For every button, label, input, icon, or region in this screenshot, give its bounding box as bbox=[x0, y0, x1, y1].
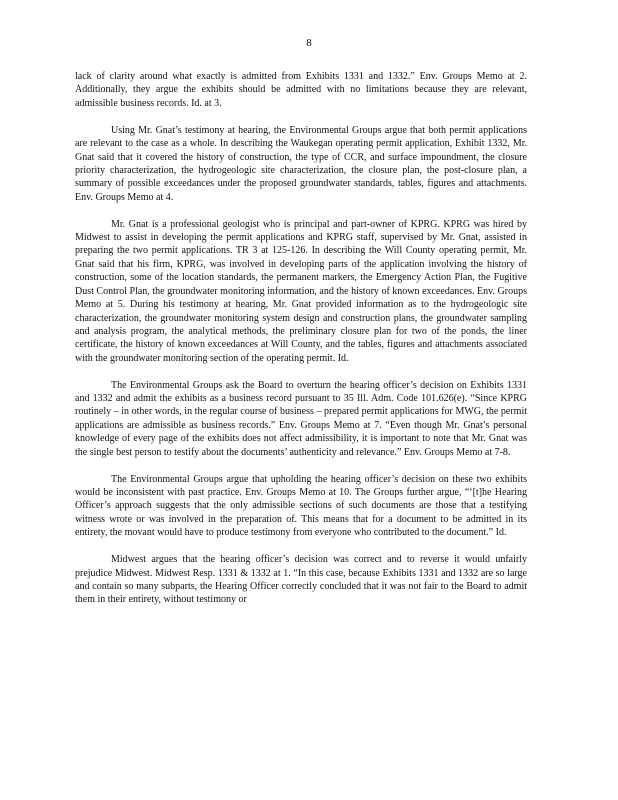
paragraph: lack of clarity around what exactly is admitted from Exhibits 1331 and 1332.” Env. Groups Memo at 2. Additionally, they argue the exhibits should be admitted with no limitations because they are relevant, admissible business records. Id. at 3. bbox=[75, 71, 527, 109]
paragraph: Mr. Gnat is a professional geologist who is principal and part-owner of KPRG. KPRG was hired by Midwest to assist in developing the permit applications and KPRG staff, supervised by Mr. Gnat, assisted in preparing the two permit applications. TR 3 at 125-126. In describing the Will County operating permit, Mr. Gnat said that his firm, KPRG, was involved in developing parts of the application involving the history of construction, some of the location standards, the permanent markers, the Emergency Action Plan, the Fugitive Dust Control Plan, the groundwater monitoring information, and the history of known exceedances. Env. Groups Memo at 5. During his testimony at hearing, Mr. Gnat provided information as to the hydrogeologic site characterization, the groundwater monitoring system design and construction plans, the groundwater sampling and analysis program, the analytical methods, the preliminary closure plan for two of the ponds, the liner certificate, the history of known exceedances at Will County, and the tables, figures and attachments associated with the groundwater monitoring section of the operating permit. Id. bbox=[75, 218, 527, 364]
paragraph: The Environmental Groups argue that upholding the hearing officer’s decision on these two exhibits would be inconsistent with past practice. Env. Groups Memo at 10. The Groups further argue, “‘[t]he Hearing Officer’s approach suggests that the only admissible sections of such documents are those that a testifying witness wrote or was involved in the preparation of. This means that for a document to be admitted in its entirety, the movant would have to produce testimony from everyone who contributed to the document.” Id. bbox=[75, 473, 527, 539]
paragraph: Using Mr. Gnat’s testimony at hearing, the Environmental Groups argue that both permit applications are relevant to the case as a whole. In describing the Waukegan operating permit application, Exhibit 1332, Mr. Gnat said that it covered the history of construction, the type of CCR, and surface impoundment, the closure priority characterization, the hydrogeologic site characterization, the closure plan, the post-closure plan, a summary of possible exceedances under the proposed groundwater standards, tables, figures and attachments. Env. Groups Memo at 4. bbox=[75, 124, 527, 203]
document-body bbox=[75, 70, 527, 620]
page-number: 8 bbox=[306, 37, 312, 49]
paragraph: The Environmental Groups ask the Board to overturn the hearing officer’s decision on Exhibits 1331 and 1332 and admit the exhibits as a business record pursuant to 35 Ill. Adm. Code 101.626(e). “Since KPRG routinely – in other words, in the regular course of business – prepared permit applications for MWG, the permit applications are admissible as business records.” Env. Groups Memo at 7. “Even though Mr. Gnat’s personal knowledge of every page of the exhibits does not affect admissibility, it is important to note that Mr. Gnat was the single best person to testify about the documents’ authenticity and relevance.” Env. Groups Memo at 7-8. bbox=[75, 379, 527, 458]
paragraph: Midwest argues that the hearing officer’s decision was correct and to reverse it would unfairly prejudice Midwest. Midwest Resp. 1331 & 1332 at 1. “In this case, because Exhibits 1331 and 1332 are so large and contain so many subparts, the Hearing Officer correctly concluded that it was not fair to the Board to admit them in their entirety, without testimony or bbox=[75, 554, 527, 606]
